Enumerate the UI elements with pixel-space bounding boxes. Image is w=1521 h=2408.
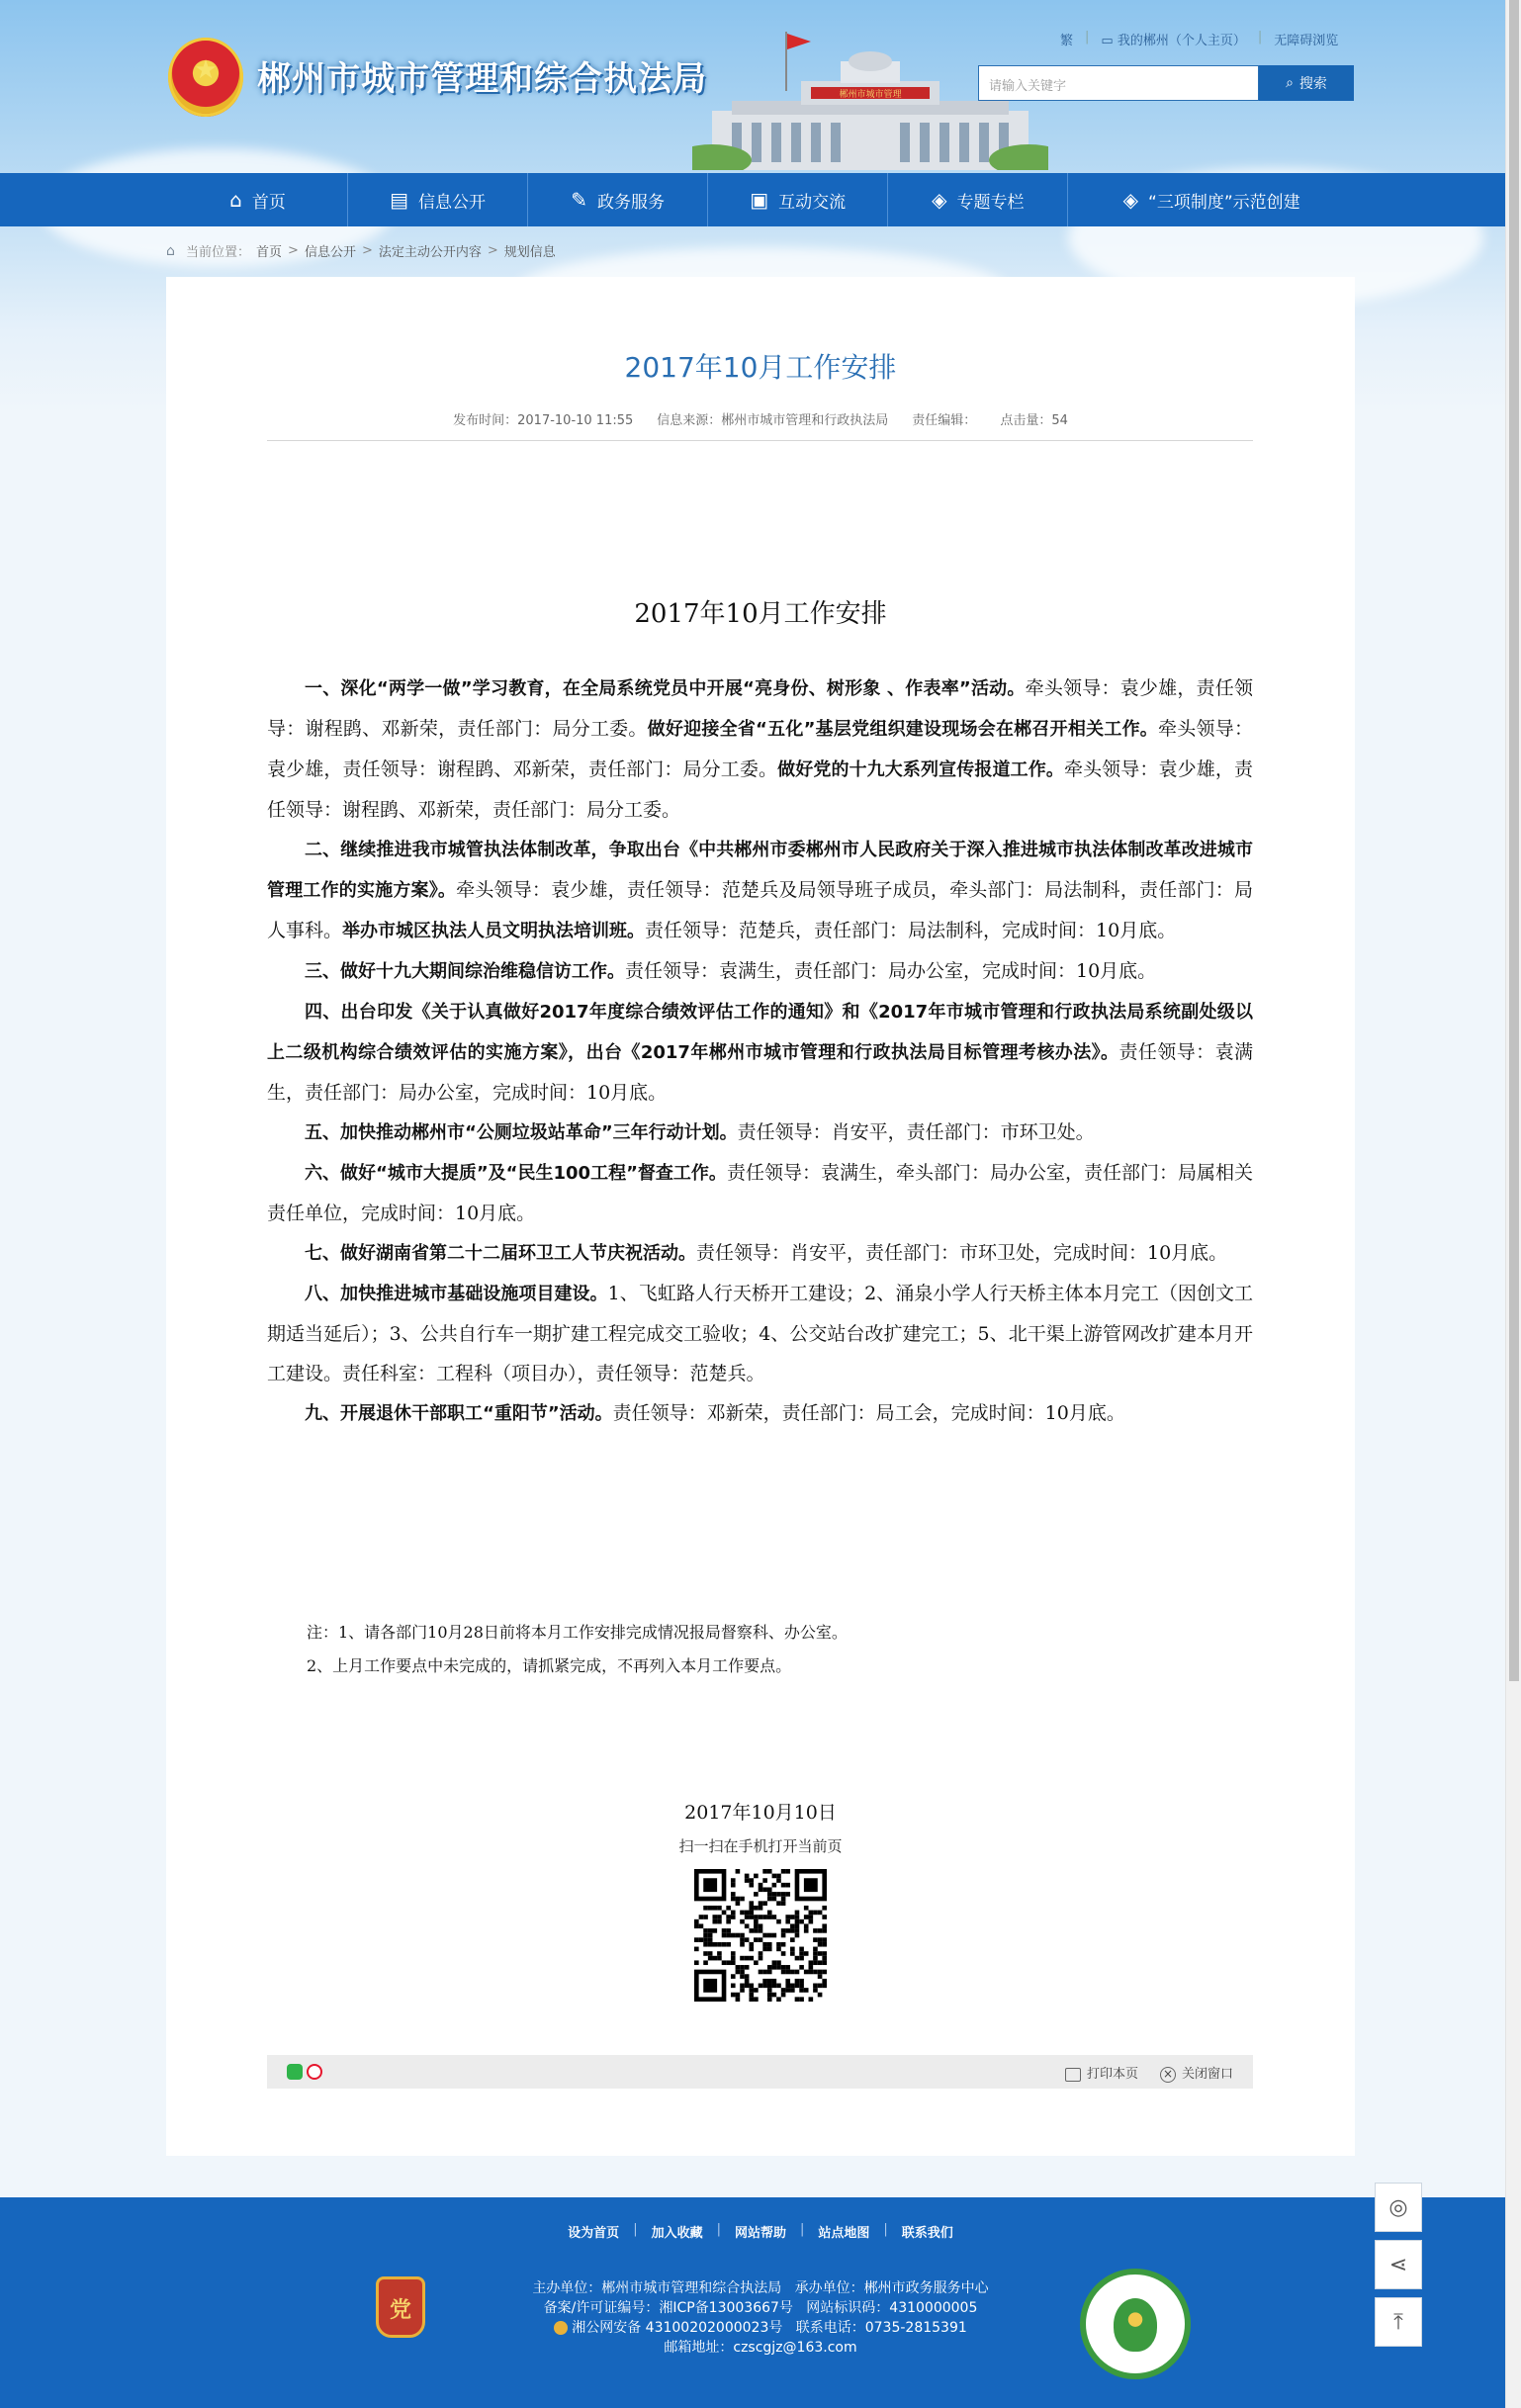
note-2: 2、上月工作要点中未完成的，请抓紧完成，不再列入本月工作要点。 — [307, 1656, 792, 1675]
footer-info — [0, 2278, 1521, 2358]
paragraph-heading: 七、做好湖南省第二十二届环卫工人节庆祝活动。 — [305, 1243, 696, 1264]
main-nav — [0, 173, 1521, 226]
search-input[interactable]: 请输入关键字 — [978, 65, 1259, 101]
article-notes — [307, 1616, 1253, 1683]
paragraph-detail: 责任领导：袁满生，责任部门：局办公室，完成时间：10月底。 — [267, 1041, 1253, 1104]
site-title: 郴州市城市管理和综合执法局 — [257, 59, 707, 99]
article-paragraph — [267, 1274, 1253, 1393]
print-button[interactable] — [1065, 2063, 1138, 2083]
article-paragraph — [267, 1393, 1253, 1434]
site-code: 4310000005 — [889, 2300, 978, 2316]
nav-item-government-services[interactable] — [528, 173, 708, 226]
breadcrumb-home[interactable]: 首页 — [256, 245, 283, 260]
paragraph-heading: 一、深化“两学一做”学习教育，在全局系统党员中开展“亮身份、树形象 、作表率”活动。 — [305, 678, 1026, 699]
layers-icon: ◈ — [932, 188, 947, 212]
paragraph-detail: 责任领导：邓新荣，责任部门：局工会，完成时间：10月底。 — [612, 1402, 1125, 1424]
note-1: 注：1、请各部门10月28日前将本月工作安排完成情况报局督察科、办公室。 — [307, 1623, 848, 1642]
article-paragraph — [267, 992, 1253, 1113]
view-count: 点击量：54 — [1000, 413, 1068, 428]
paragraph-heading: 二、继续推进我市城管执法体制改革，争取出台《中共郴州市委郴州市人民政府关于深入推进城市执法体制改革改进城市管理工作的实施方案》。 — [267, 840, 1253, 901]
weibo-share-icon[interactable] — [307, 2064, 322, 2080]
search-button[interactable] — [1259, 65, 1354, 101]
paragraph-heading: 六、做好“城市大提质”及“民生100工程”督查工作。 — [305, 1163, 727, 1184]
print-label: 打印本页 — [1086, 2067, 1138, 2082]
article-paragraph — [267, 1233, 1253, 1274]
article-date: 2017年10月10日 — [684, 1802, 837, 1824]
paragraph-heading: 三、做好十九大期间综治维稳信访工作。 — [305, 961, 625, 982]
info-source: 信息来源：郴州市城市管理和行政执法局 — [657, 413, 889, 428]
article-paragraph — [267, 1113, 1253, 1153]
national-emblem-icon: ★ — [168, 38, 243, 117]
sitemap-link[interactable]: 站点地图 — [818, 2226, 870, 2241]
organizer: 承办单位：郴州市政务服务中心 — [794, 2280, 989, 2296]
meta-divider — [267, 440, 1253, 441]
page-scrollbar[interactable] — [1505, 0, 1521, 2408]
paragraph-detail: 责任领导：袁满生，责任部门：局办公室，完成时间：10月底。 — [625, 960, 1157, 982]
close-label: 关闭窗口 — [1181, 2067, 1233, 2082]
nav-item-label: 首页 — [251, 192, 286, 213]
my-homepage-label: 我的郴州（个人主页） — [1117, 34, 1246, 48]
breadcrumb-prefix: 当前位置： — [186, 245, 251, 260]
paragraph-heading: 做好迎接全省“五化”基层党组织建设现场会在郴召开相关工作。 — [647, 719, 1159, 740]
responsible-editor: 责任编辑： — [912, 413, 977, 428]
nav-item-interaction[interactable] — [708, 173, 888, 226]
police-badge-icon — [554, 2321, 568, 2335]
contact-phone: 联系电话：0735-2815391 — [795, 2320, 967, 2336]
paragraph-heading: 举办市城区执法人员文明执法培训班。 — [342, 921, 646, 941]
breadcrumb: ⌂ 当前位置： 首页 > 信息公开 > 法定主动公开内容 > 规划信息 — [166, 242, 556, 260]
party-government-badge-icon[interactable]: 党 — [376, 2276, 425, 2338]
chat-icon: ▣ — [750, 188, 769, 212]
layers-icon: ◈ — [1122, 188, 1139, 212]
qr-label: 扫一扫在手机打开当前页 — [678, 1837, 843, 1855]
search-button-label: 搜索 — [1298, 76, 1327, 92]
paragraph-detail: 牵头领导：袁少雄，责任领导：谢程鹍、邓新荣，责任部门：局分工委。 — [267, 677, 1253, 740]
add-favorite-link[interactable]: 加入收藏 — [651, 2226, 703, 2241]
sponsor: 主办单位：郴州市城市管理和综合执法局 — [532, 2280, 782, 2296]
traditional-chinese-link[interactable]: 繁 — [1060, 34, 1074, 48]
footer-links: 设为首页 | 加入收藏 | 网站帮助 | 站点地图 | 联系我们 — [568, 2222, 953, 2241]
document-title: 2017年10月工作安排 — [634, 599, 887, 629]
nav-item-label: 信息公开 — [418, 192, 487, 213]
close-icon: × — [1160, 2067, 1176, 2083]
site-footer — [0, 2197, 1521, 2408]
paragraph-heading: 四、出台印发《关于认真做好2017年度综合绩效评估工作的通知》和《2017年市城市管理和行政执法局系统副处级以上二级机构综合绩效评估的实施方案》，出台《2017年郴州市城市管理和行政执法局目标管理考核办法》。 — [267, 1002, 1253, 1063]
article-paragraph — [267, 830, 1253, 951]
accessibility-link[interactable]: 无障碍浏览 — [1274, 34, 1339, 48]
home-icon: ⌂ — [229, 188, 242, 212]
nav-item-label: 互动交流 — [778, 192, 847, 213]
building-sign: 郴州市城市管理 — [839, 90, 902, 100]
article-title: 2017年10月工作安排 — [624, 351, 897, 384]
icp-label: 备案/许可证编号： — [543, 2300, 660, 2316]
article-paragraph — [267, 1153, 1253, 1233]
top-links: 繁 | ▭ 我的郴州（个人主页） | 无障碍浏览 — [1060, 30, 1339, 48]
paragraph-detail: 责任领导：范楚兵，责任部门：局法制科，完成时间：10月底。 — [645, 920, 1177, 941]
printer-icon — [1065, 2068, 1081, 2082]
contact-link[interactable]: 联系我们 — [901, 2226, 953, 2241]
set-homepage-link[interactable]: 设为首页 — [568, 2226, 620, 2241]
article-meta — [0, 409, 1521, 428]
breadcrumb-info-disclosure[interactable]: 信息公开 — [304, 245, 356, 260]
article-paragraph — [267, 669, 1253, 830]
qr-code-icon — [694, 1869, 827, 2002]
nav-item-info-disclosure[interactable] — [348, 173, 528, 226]
paragraph-detail: 牵头领导：袁少雄，责任领导：谢程鹍、邓新荣，责任部门：局分工委。 — [267, 718, 1253, 780]
paragraph-detail: 责任领导：肖安平，责任部门：市环卫处，完成时间：10月底。 — [696, 1242, 1228, 1264]
close-window-button[interactable] — [1160, 2063, 1233, 2083]
nav-item-special-topics[interactable] — [888, 173, 1068, 226]
article-paragraph — [267, 951, 1253, 992]
paragraph-detail: 牵头领导：袁少雄，责任领导：范楚兵及局领导班子成员，牵头部门：局法制科，责任部门：局人事科。 — [267, 879, 1253, 941]
floating-tools — [1375, 2183, 1422, 2355]
location-home-icon: ⌂ — [166, 242, 175, 259]
government-building-icon — [692, 32, 1048, 170]
breadcrumb-statutory-content[interactable]: 法定主动公开内容 — [378, 245, 482, 260]
my-homepage-link[interactable] — [1101, 30, 1245, 48]
scrollbar-thumb[interactable] — [1509, 0, 1519, 1681]
share-tool-icon[interactable]: ⋖ — [1375, 2240, 1422, 2289]
paragraph-detail: 责任领导：肖安平，责任部门：市环卫处。 — [737, 1121, 1095, 1143]
paragraph-heading: 五、加快推动郴州市“公厕垃圾站革命”三年行动计划。 — [305, 1122, 738, 1143]
publish-time: 发布时间：2017-10-10 11:55 — [453, 413, 634, 428]
nav-item-home[interactable] — [168, 173, 348, 226]
paragraph-heading: 八、加快推进城市基础设施项目建设。 — [305, 1284, 608, 1304]
site-code-label: 网站标识码： — [806, 2300, 890, 2316]
article-body — [267, 669, 1253, 1434]
paragraph-detail: 责任领导：袁满生，牵头部门：局办公室，责任部门：局属相关责任单位，完成时间：10月底。 — [267, 1162, 1253, 1224]
nav-item-three-systems[interactable] — [1068, 173, 1355, 226]
contact-email: 邮箱地址：czscgjz@163.com — [664, 2340, 857, 2356]
back-to-top-icon[interactable]: ⤒ — [1375, 2297, 1422, 2347]
paragraph-heading: 九、开展退休干部职工“重阳节”活动。 — [305, 1403, 613, 1424]
site-help-link[interactable]: 网站帮助 — [734, 2226, 786, 2241]
nav-item-label: 专题专栏 — [956, 192, 1025, 213]
nav-item-label: “三项制度”示范创建 — [1148, 192, 1300, 213]
nav-item-label: 政务服务 — [597, 192, 666, 213]
monitor-icon: ▭ — [1101, 34, 1114, 48]
icp-number[interactable]: 湘ICP备13003667号 — [659, 2300, 793, 2316]
edit-icon: ✎ — [571, 188, 588, 212]
site-header — [0, 0, 1521, 173]
breadcrumb-planning-info[interactable]: 规划信息 — [503, 245, 556, 260]
police-record[interactable]: 湘公网安备 43100202000023号 — [572, 2320, 783, 2336]
paragraph-detail: 牵头领导：袁少雄，责任领导：谢程鹍、邓新荣，责任部门：局分工委。 — [267, 758, 1253, 821]
share-bar — [267, 2055, 1253, 2089]
paragraph-heading: 做好党的十九大系列宣传报道工作。 — [777, 759, 1064, 780]
document-icon: ▤ — [390, 188, 409, 212]
civilized-city-badge-icon[interactable] — [1080, 2269, 1191, 2379]
paragraph-detail: 1、飞虹路人行天桥开工建设；2、涌泉小学人行天桥主体本月完工（因创文工期适当延后）；3、公共自行车一期扩建工程完成交工验收；4、公交站台改扩建完工；5、北干渠上游管网改扩建本月开工建设。责任科室：工程科（项目办），责任领导：范楚兵。 — [267, 1283, 1254, 1384]
wechat-tool-icon[interactable]: ◎ — [1375, 2183, 1422, 2232]
wechat-share-icon[interactable] — [287, 2064, 303, 2080]
search-icon: ⌕ — [1286, 75, 1294, 91]
